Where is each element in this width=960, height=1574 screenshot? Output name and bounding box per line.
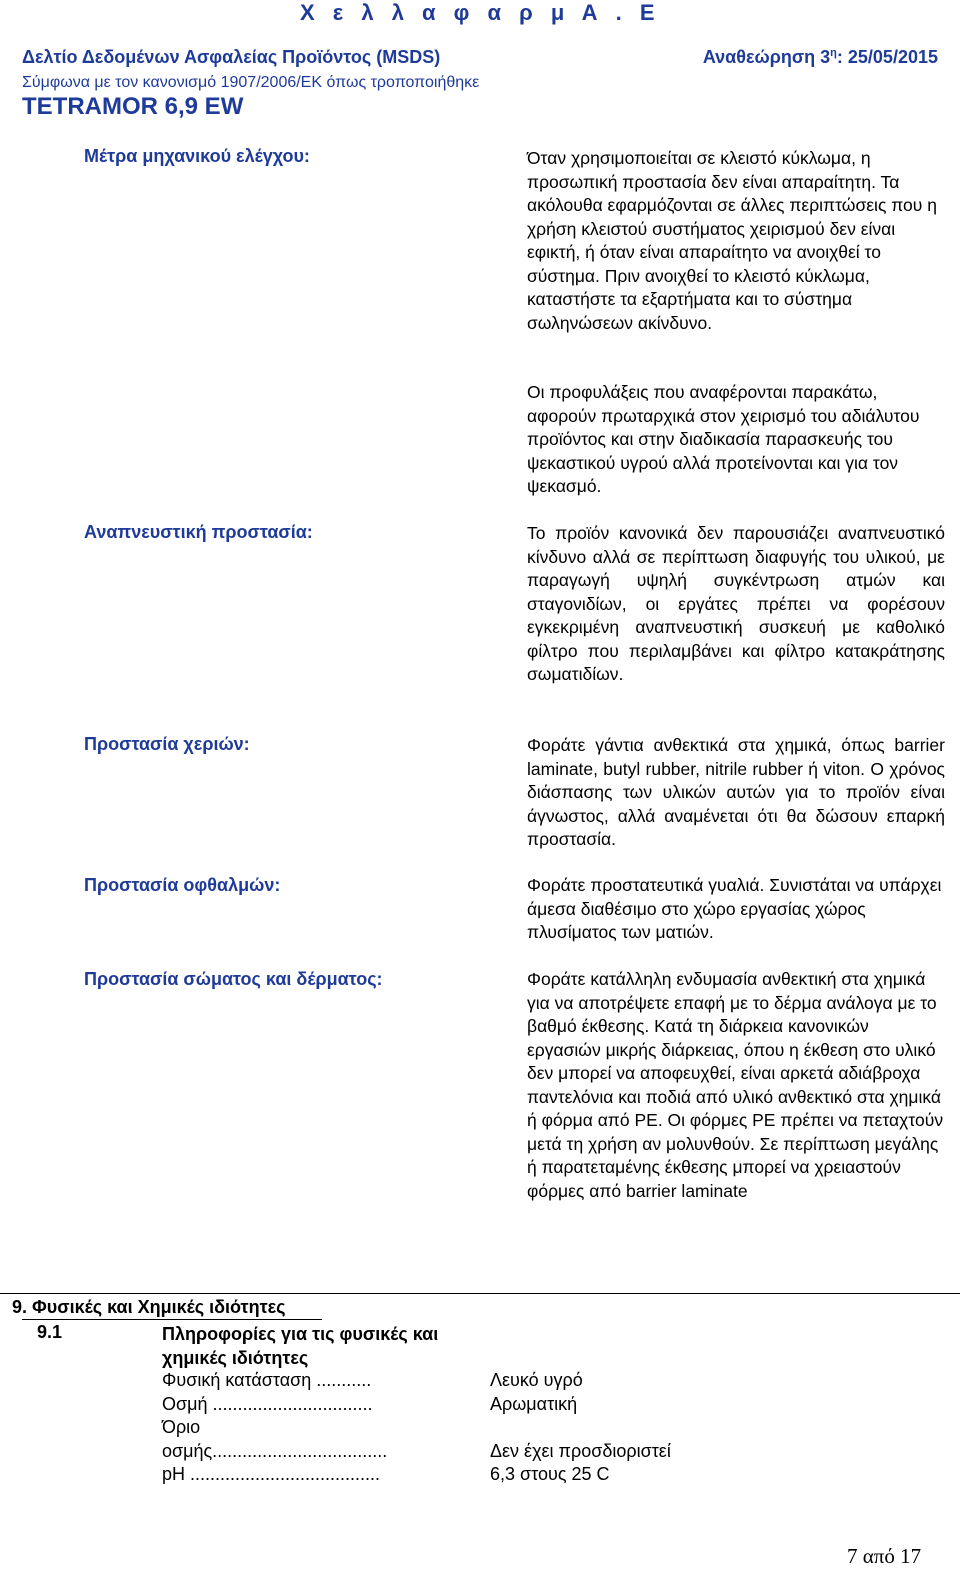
revision-superscript: η [830, 47, 837, 59]
eye-protection-label: Προστασία οφθαλμών: [84, 875, 281, 895]
subsection-title: Πληροφορίες για τις φυσικές και χημικές ιδιότητες [162, 1324, 439, 1368]
revision-prefix: Αναθεώρηση 3 [702, 47, 831, 67]
respiratory-protection-label: Αναπνευστική προστασία: [84, 522, 313, 542]
eye-protection-text: Φοράτε προστατευτικά γυαλιά. Συνιστάται να υπάρχει άμεσα διαθέσιμο στο χώρο εργασίας χώρος πλυσίματος των ματιών. [527, 875, 942, 942]
engineering-controls-text: Όταν χρησιμοποιείται σε κλειστό κύκλωμα, η προσωπική προστασία δεν είναι απαραίτητη. Τα ακόλουθα εφαρμόζονται σε άλλες περιπτώσεις που η χρήση κλειστού συστήματος χειρισμού δεν είναι εφικτή, ή όταν είναι απαραίτητο να ανοιχθεί το σύστημα. Πριν ανοιχθεί το κλειστό κύκλωμα, καταστήστε τα εξαρτήματα και το σύστημα σωληνώσεων ακίνδυνο. [527, 148, 937, 333]
hand-protection-label: Προστασία χεριών: [84, 734, 250, 754]
regulation-note: Σύμφωνα με τον κανονισμό 1907/2006/ΕΚ όπως τροποποιήθηκε [22, 74, 480, 91]
property-name-odour-threshold-line2: οσμής................................... [162, 1441, 388, 1461]
hand-protection-text: Φοράτε γάντια ανθεκτικά στα χημικά, όπως barrier laminate, butyl rubber, nitrile rubber ή viton. Ο χρόνος διάσπασης των υλικών αυτών για το προϊόν είναι άγνωστος, αλλά αναμένεται ότι θα δώσουν επαρκή προστασία. [527, 735, 945, 849]
property-value-ph: 6,3 στους 25 C [490, 1464, 610, 1484]
revision-date: : 25/05/2015 [836, 47, 938, 67]
property-name-odour-threshold-line1: Όριο [162, 1417, 201, 1437]
page-number: 7 από 17 [847, 1544, 922, 1568]
property-name-ph: pH ...................................... [162, 1464, 381, 1484]
property-name-odour: Οσμή ................................ [162, 1394, 373, 1414]
msds-title: Δελτίο Δεδομένων Ασφαλείας Προϊόντος (MSDS) [22, 47, 441, 67]
body-protection-label: Προστασία σώματος και δέρματος: [84, 969, 383, 989]
product-name: TETRAMOR 6,9 EW [22, 93, 244, 120]
property-name-physical-state: Φυσική κατάσταση ........... [162, 1370, 372, 1390]
section-9-title: 9. Φυσικές και Χημικές ιδιότητες [12, 1297, 286, 1317]
property-value-odour-threshold: Δεν έχει προσδιοριστεί [490, 1441, 671, 1461]
property-value-odour: Αρωματική [490, 1394, 578, 1414]
subsection-divider [22, 1319, 322, 1320]
engineering-controls-label: Μέτρα μηχανικού ελέγχου: [84, 146, 310, 166]
section-divider [0, 1293, 960, 1294]
company-name: Χ ε λ λ α φ α ρ μ Α . Ε [300, 0, 661, 25]
body-protection-text: Φοράτε κατάλληλη ενδυμασία ανθεκτική στα χημικά για να αποτρέψετε επαφή με το δέρμα ανάλογα με το βαθμό έκθεσης. Κατά τη διάρκεια κανονικών εργασιών μικρής διάρκειας, όπου η έκθεση στο υλικό δεν μπορεί να αποφευχθεί, είναι αρκετά αδιάβροχα παντελόνια και ποδιά από υλικό ανθεκτικό στα χημικά ή φόρμα από PE. Οι φόρμες PE πρέπει να πεταχτούν μετά τη χρήση αν μολυνθούν. Σε περίπτωση μεγάλης ή παρατεταμένης έκθεσης μπορεί να χρειαστούν φόρμες από barrier laminate [527, 969, 944, 1201]
subsection-number: 9.1 [37, 1322, 63, 1342]
respiratory-protection-text: Το προϊόν κανονικά δεν παρουσιάζει αναπνευστικό κίνδυνο αλλά σε περίπτωση διαφυγής του υλικού, με παραγωγή υψηλή συγκέντρωση ατμών και σταγονιδίων, οι εργάτες πρέπει να φορέσουν εγκεκριμένη αναπνευστική συσκευή με καθολικό φίλτρο που περιλαμβάνει και φίλτρο κατακράτησης σωματιδίων. [527, 523, 945, 684]
property-value-physical-state: Λευκό υγρό [490, 1370, 583, 1390]
revision-info [703, 47, 938, 68]
precautions-note-text: Οι προφυλάξεις που αναφέρονται παρακάτω, αφορούν πρωταρχικά στον χειρισμό του αδιάλυτου προϊόντος και στην διαδικασία παρασκευής του ψεκαστικού υγρού αλλά προτείνονται και για τον ψεκασμό. [527, 382, 920, 496]
